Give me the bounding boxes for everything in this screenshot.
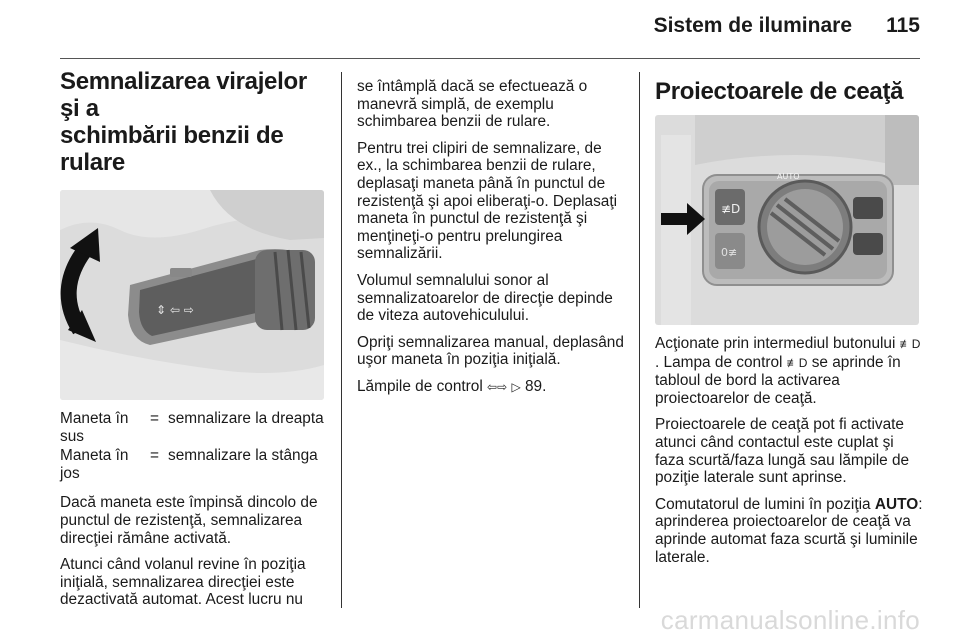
paragraph-fog-button: Acţionate prin intermediul butonului ≢D. Lampa de control ≢D se aprinde în tabloul de bord la activarea proiectoarelor de ceaţă. xyxy=(655,335,921,407)
turn-signal-lever-figure xyxy=(60,190,324,400)
paragraph-fog-conditions: Proiectoarele de ceaţă pot fi activate atunci când contactul este cuplat şi faza scurtă/faza lungă sau lămpile de poziţie laterale sunt aprinse. xyxy=(655,416,910,487)
paragraph-lever-resistance: Dacă maneta este împinsă dincolo de punctul de rezistenţă, semnalizarea direcţiei rămâne activată. xyxy=(60,494,318,547)
page-reference-link[interactable]: 89. xyxy=(524,377,547,395)
paragraph-manual-cancel: Opriţi semnalizarea manual, deplasând uşor maneta în poziţia iniţială. xyxy=(357,333,624,369)
control-lamps-text: Lămpile de control xyxy=(357,377,483,395)
lever-down-term: Maneta în jos xyxy=(60,447,129,482)
paragraph-lane-change: se întâmplă dacă se efectuează o manevră simplă, de exemplu schimbarea benzii de rulare. xyxy=(357,78,588,131)
light-switch-figure xyxy=(655,115,919,325)
page-reference-icon[interactable]: ▷ xyxy=(511,379,521,394)
paragraph-auto-cancel: Atunci când volanul revine în poziţia iniţială, semnalizarea direcţiei este dezactivată automat. Acest lucru nu xyxy=(60,556,306,609)
column-divider-1 xyxy=(341,72,342,608)
column-1 xyxy=(60,68,326,618)
column-2 xyxy=(357,78,627,406)
column-3 xyxy=(655,78,923,575)
equals-sign: = xyxy=(150,447,159,465)
paragraph-auto-mode: Comutatorul de lumini în poziţia AUTO: aprinderea proiectoarelor de ceaţă va aprinde automat faza scurtă şi luminile laterale. xyxy=(655,495,923,566)
page-number: 115 xyxy=(886,14,920,37)
auto-keyword: AUTO xyxy=(874,495,919,513)
paragraph-volume: Volumul semnalului sonor al semnalizatoarelor de direcţie depinde de viteza autovehiculului. xyxy=(357,271,613,325)
lever-up-value: semnalizare la dreapta xyxy=(168,410,324,427)
header-rule xyxy=(60,58,920,59)
section-title-turn-signals xyxy=(60,68,326,176)
title-line-2: schimbării benzii de rulare xyxy=(60,122,284,176)
lever-down-row xyxy=(60,447,326,482)
lever-positions-table xyxy=(60,410,326,482)
paragraph-control-lamps xyxy=(357,378,627,397)
title-line-1: Semnalizarea virajelor şi a xyxy=(60,68,307,122)
svg-text:≢D: ≢D xyxy=(721,202,741,216)
turn-signal-icon: ⇦⇨ xyxy=(487,379,508,394)
watermark: carmanualsonline.info xyxy=(660,605,920,635)
fog-lamp-icon: ≢D xyxy=(899,337,921,351)
column-divider-2 xyxy=(639,72,640,608)
fog-lamp-icon: ≢D xyxy=(786,355,808,370)
lever-up-term: Maneta în sus xyxy=(60,410,129,445)
svg-text:0≢: 0≢ xyxy=(721,246,738,259)
paragraph-three-flashes: Pentru trei clipiri de semnalizare, de ex., la schimbarea benzii de rulare, deplasaţi maneta până în punctul de rezistenţă şi apoi eliberaţi-o. Deplasaţi maneta în punctul de rezistenţă şi menţineţi-o pentru prelungirea semnalizării. xyxy=(357,139,618,263)
lever-down-value: semnalizare la stânga xyxy=(168,447,318,465)
section-title-fog-lights: Proiectoarele de ceaţă xyxy=(655,78,904,105)
switch-auto-label: AUTO xyxy=(777,172,800,181)
lever-up-row xyxy=(60,410,326,445)
equals-sign: = xyxy=(150,410,159,427)
running-header-title: Sistem de iluminare xyxy=(653,14,852,37)
svg-text:⇕ ⇦ ⇨: ⇕ ⇦ ⇨ xyxy=(156,303,194,317)
